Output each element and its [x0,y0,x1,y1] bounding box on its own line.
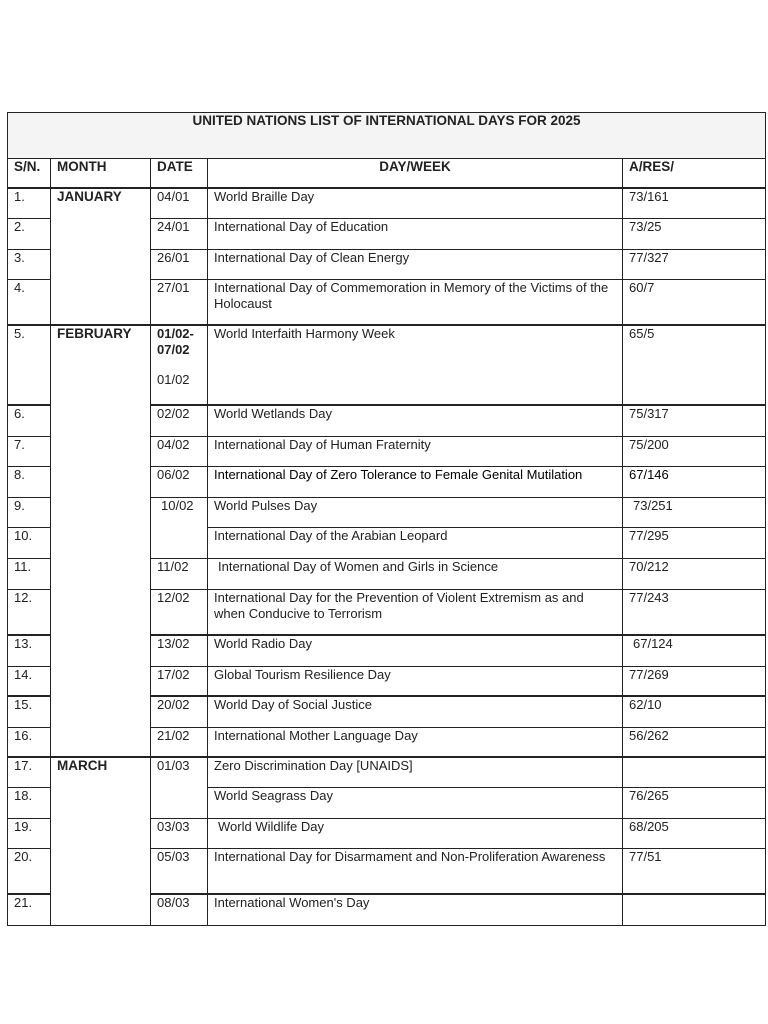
res-cell: 77/327 [623,249,766,279]
res-cell: 73/25 [623,218,766,249]
day-cell: International Day for the Prevention of Violent Extremism as and when Conducive to Terrorism [208,589,623,635]
day-cell: International Day of Commemoration in Memory of the Victims of the Holocaust [208,279,623,325]
header-a-res: A/RES/ [623,159,766,189]
international-days-table [7,112,766,926]
res-cell: 62/10 [623,696,766,727]
day-cell: World Day of Social Justice [208,696,623,727]
day-cell: World Pulses Day [208,497,623,527]
res-cell: 67/146 [623,466,766,497]
res-cell: 65/5 [623,325,766,405]
day-cell: World Seagrass Day [208,787,623,818]
date-cell: 03/03 [151,818,208,848]
sn-cell: 19. [8,818,51,848]
date-cell: 26/01 [151,249,208,279]
sn-cell: 18. [8,787,51,818]
date-cell: 27/01 [151,279,208,325]
res-cell: 75/200 [623,436,766,466]
day-cell: Global Tourism Resilience Day [208,666,623,696]
day-cell: International Day of Women and Girls in Science [208,558,623,589]
month-february: FEBRUARY [51,325,151,757]
date-cell: 11/02 [151,558,208,589]
res-cell [623,757,766,787]
res-cell: 76/265 [623,787,766,818]
date-range: 01/02-07/02 [157,326,194,357]
day-cell: International Day of Education [208,218,623,249]
date-cell [151,325,208,405]
date-cell: 13/02 [151,635,208,666]
res-cell: 68/205 [623,818,766,848]
table-row [8,325,766,405]
day-cell: International Day of Human Fraternity [208,436,623,466]
date-cell: 01/03 [151,757,208,818]
header-month: MONTH [51,159,151,189]
res-cell: 77/295 [623,527,766,558]
day-cell: Zero Discrimination Day [UNAIDS] [208,757,623,787]
res-cell: 73/251 [623,497,766,527]
month-january: JANUARY [51,188,151,325]
day-cell: International Day of Zero Tolerance to Female Genital Mutilation [208,466,623,497]
table-title: UNITED NATIONS LIST OF INTERNATIONAL DAYS FOR 2025 [8,113,766,159]
header-date: DATE [151,159,208,189]
date-cell: 17/02 [151,666,208,696]
header-day-week: DAY/WEEK [208,159,623,189]
day-cell: World Wetlands Day [208,405,623,436]
res-cell: 75/317 [623,405,766,436]
sn-cell: 10. [8,527,51,558]
res-cell: 73/161 [623,188,766,218]
date-cell: 04/02 [151,436,208,466]
month-march: MARCH [51,757,151,925]
day-cell: International Mother Language Day [208,727,623,757]
table-row [8,188,766,218]
sn-cell: 17. [8,757,51,787]
header-sn: S/N. [8,159,51,189]
date-cell: 06/02 [151,466,208,497]
sn-cell: 12. [8,589,51,635]
sn-cell: 3. [8,249,51,279]
date-cell: 04/01 [151,188,208,218]
date-cell: 08/03 [151,894,208,925]
res-cell: 77/243 [623,589,766,635]
header-row [8,159,766,189]
day-cell: International Day for Disarmament and Non-Proliferation Awareness [208,848,623,894]
day-cell: World Braille Day [208,188,623,218]
res-cell: 77/51 [623,848,766,894]
date-cell: 05/03 [151,848,208,894]
day-cell: World Radio Day [208,635,623,666]
sn-cell: 21. [8,894,51,925]
date-cell: 24/01 [151,218,208,249]
res-cell: 56/262 [623,727,766,757]
res-cell: 60/7 [623,279,766,325]
sn-cell: 20. [8,848,51,894]
day-cell: World Wildlife Day [208,818,623,848]
sn-cell: 9. [8,497,51,527]
sn-cell: 2. [8,218,51,249]
sn-cell: 6. [8,405,51,436]
res-cell: 70/212 [623,558,766,589]
sn-cell: 16. [8,727,51,757]
date-cell: 02/02 [151,405,208,436]
date-cell: 10/02 [151,497,208,558]
date-cell: 20/02 [151,696,208,727]
sn-cell: 5. [8,325,51,405]
day-cell: International Day of the Arabian Leopard [208,527,623,558]
sn-cell: 1. [8,188,51,218]
sn-cell: 11. [8,558,51,589]
table-row [8,757,766,787]
date-cell: 12/02 [151,589,208,635]
res-cell [623,894,766,925]
day-cell: International Day of Clean Energy [208,249,623,279]
day-cell: World Interfaith Harmony Week [208,325,623,405]
sn-cell: 13. [8,635,51,666]
sn-cell: 14. [8,666,51,696]
sn-cell: 8. [8,466,51,497]
day-cell: International Women's Day [208,894,623,925]
title-row [8,113,766,159]
sn-cell: 4. [8,279,51,325]
res-cell: 67/124 [623,635,766,666]
res-cell: 77/269 [623,666,766,696]
date-sub: 01/02 [157,372,190,387]
sn-cell: 15. [8,696,51,727]
sn-cell: 7. [8,436,51,466]
date-cell: 21/02 [151,727,208,757]
